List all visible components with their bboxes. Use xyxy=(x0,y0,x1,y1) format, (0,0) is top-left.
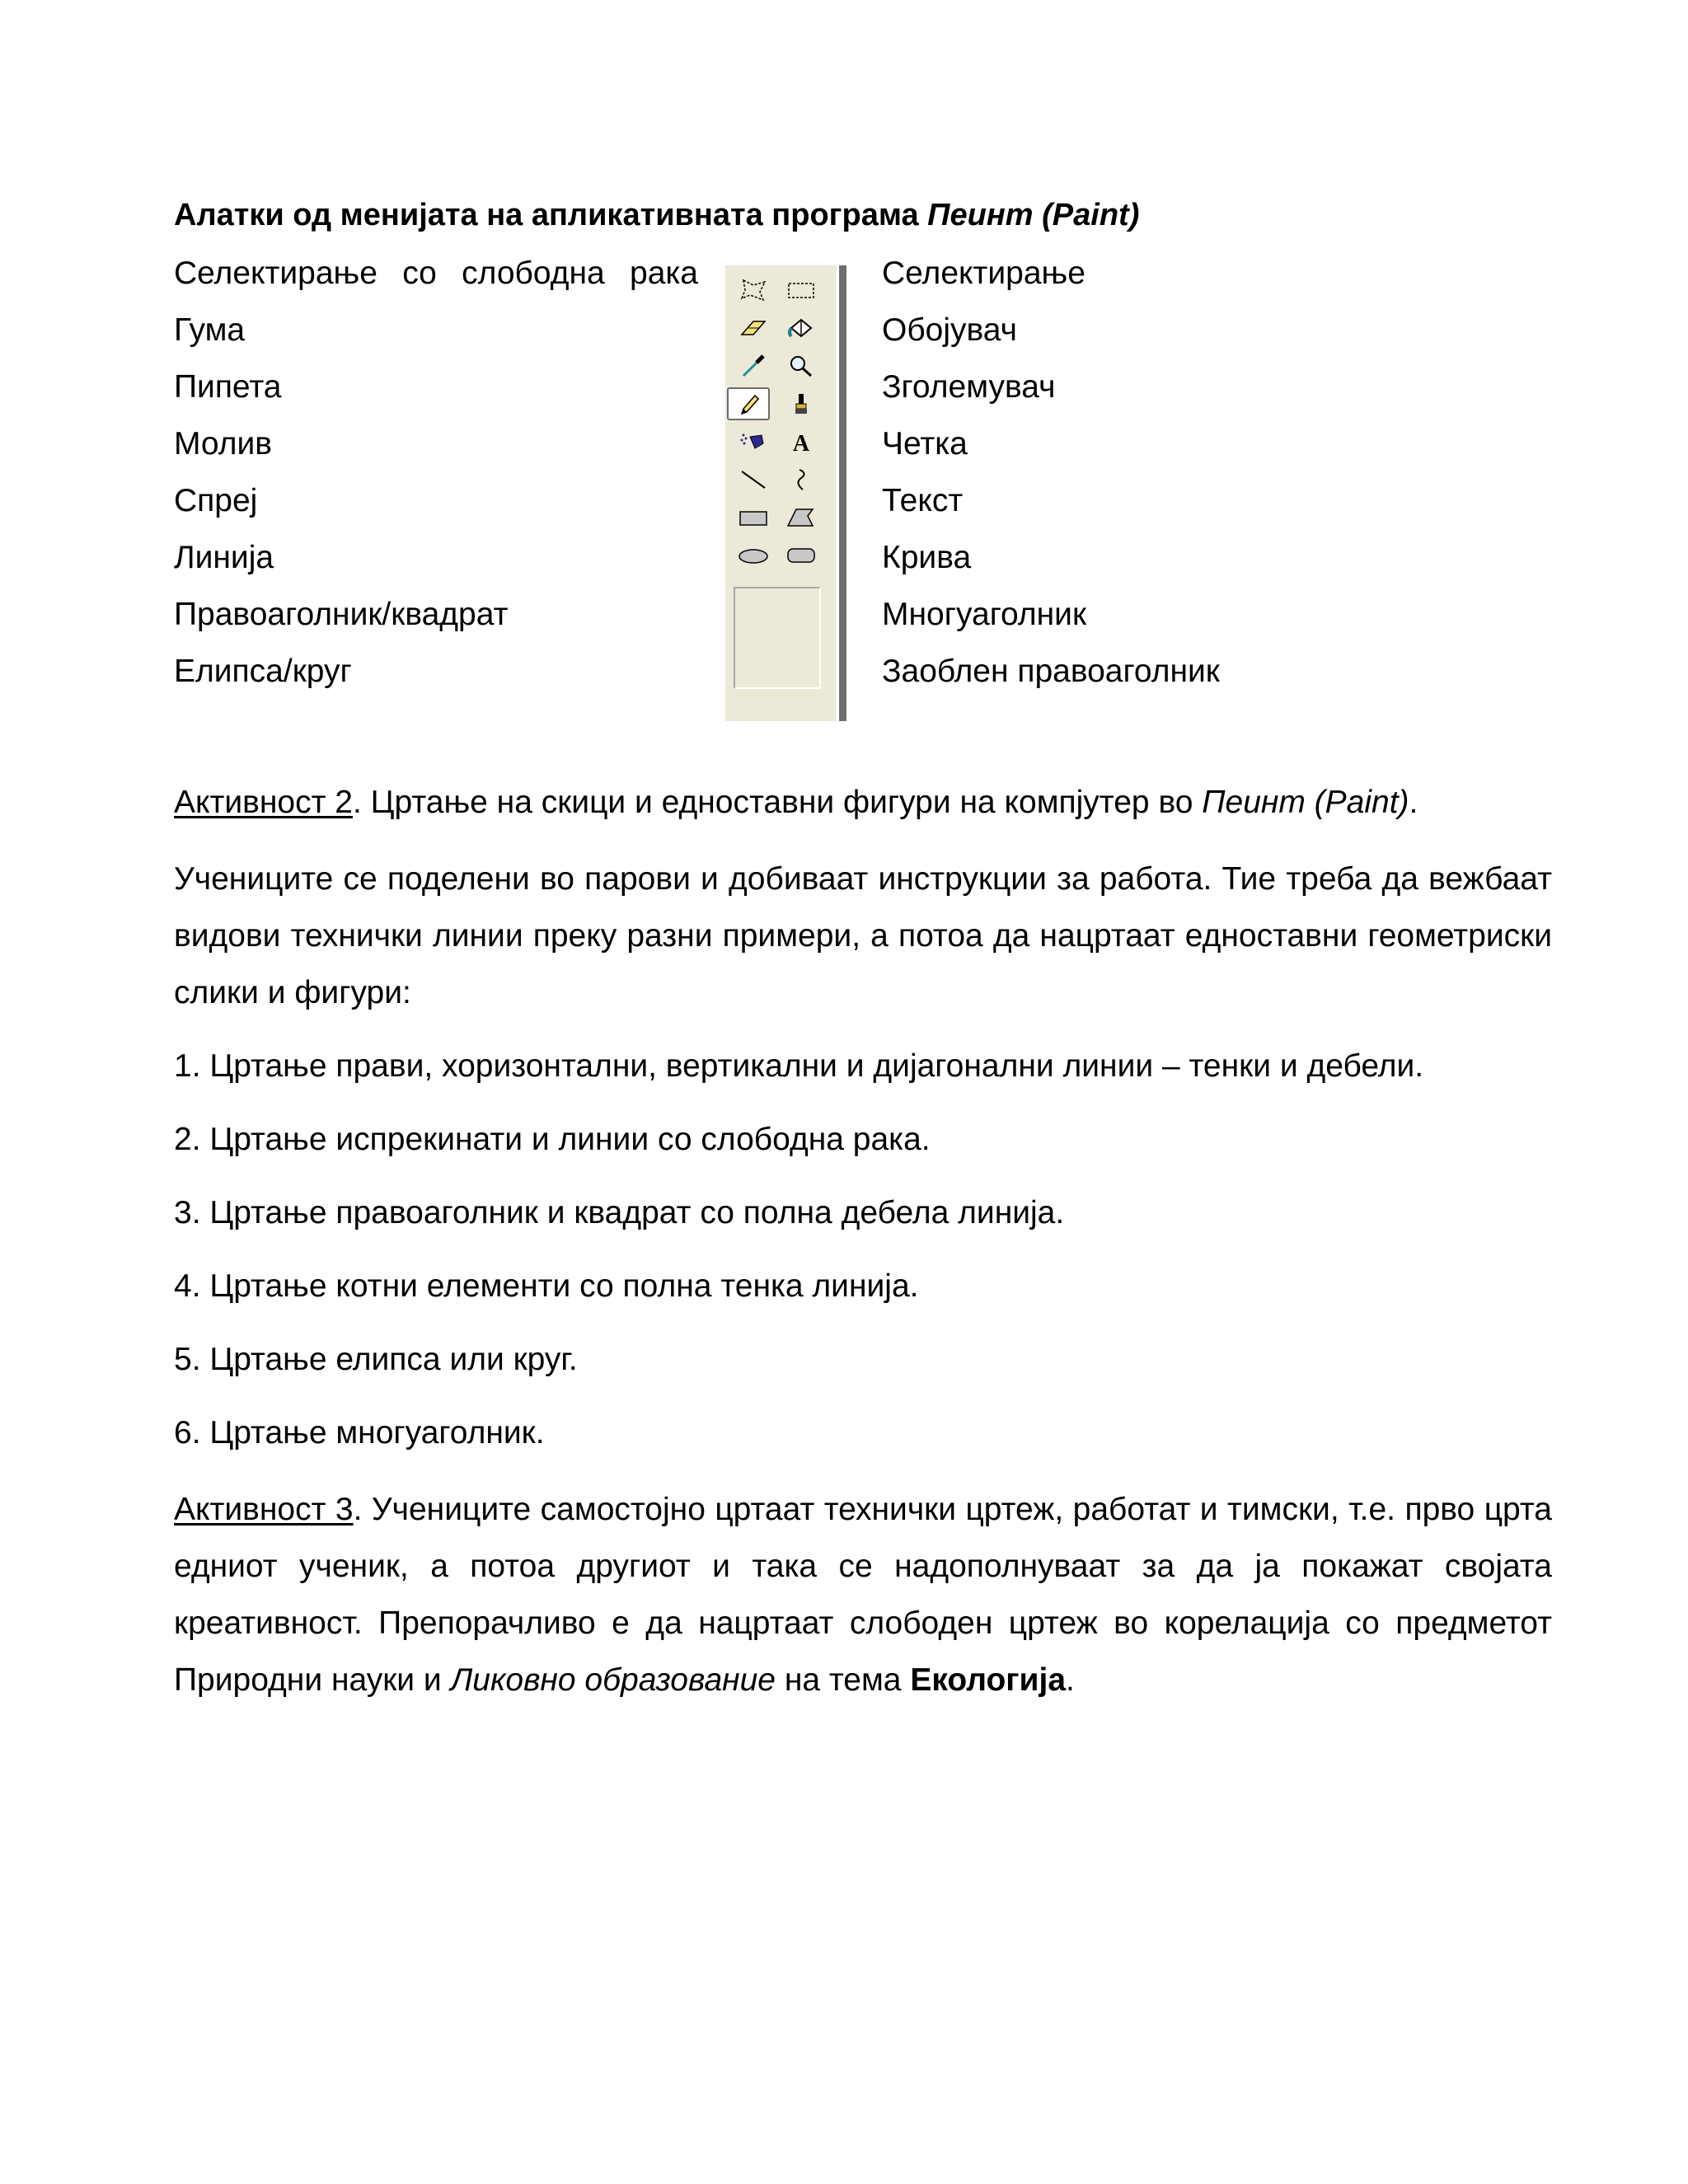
text-tool-glyph: A xyxy=(792,431,810,455)
label-eraser: Гума xyxy=(174,312,246,348)
label-line: Линија xyxy=(174,540,274,575)
activity3-paragraph xyxy=(174,1481,1552,1708)
task-5: 5. Цртање елипса или круг. xyxy=(174,1342,578,1377)
activity2-end: . xyxy=(1409,785,1418,820)
label-airbrush: Спреј xyxy=(174,483,258,518)
pencil-icon[interactable] xyxy=(727,387,770,420)
curve-icon[interactable] xyxy=(780,463,823,496)
task-4: 4. Цртање котни елементи со полна тенка линија. xyxy=(174,1268,919,1304)
label-magnifier: Зголемувач xyxy=(882,369,1056,405)
label-rounded-rect: Заоблен правоаголник xyxy=(882,654,1220,689)
rect-select-icon[interactable] xyxy=(780,274,823,307)
label-color-picker: Пипета xyxy=(174,369,282,405)
label-text: Текст xyxy=(882,483,964,518)
airbrush-icon[interactable] xyxy=(732,425,775,458)
rounded-rect-icon[interactable] xyxy=(780,539,823,572)
activity2-italic: Пеинт (Paint) xyxy=(1202,785,1409,820)
line-icon[interactable] xyxy=(732,463,775,496)
task-3: 3. Цртање правоаголник и квадрат со полна дебела линија. xyxy=(174,1195,1065,1230)
label-ellipse: Елипса/круг xyxy=(174,654,352,689)
title-italic: Пеинт (Paint) xyxy=(927,198,1140,232)
color-picker-icon[interactable] xyxy=(732,349,775,382)
activity3-label: Активност 3 xyxy=(174,1492,354,1527)
page-title xyxy=(174,198,1139,233)
fill-bucket-icon[interactable] xyxy=(780,312,823,344)
activity3-text: . Учениците самостојно цртаат технички цртеж, работат и тимски, т.е. прво црта едниот ученик, а потоа другиот и така се надополнуваат за да ја покажат својата креативност. Препорачливо е да нацртаат слободен цртеж во корелација со предметот Природни науки и xyxy=(174,1492,1552,1698)
word: рака xyxy=(630,255,698,291)
word: Селектирање xyxy=(174,255,377,291)
title-text: Алатки од менијата на апликативната програма xyxy=(174,198,928,232)
activity3-italic: Ликовно образование xyxy=(450,1662,776,1698)
label-brush: Четка xyxy=(882,426,968,462)
word: со xyxy=(402,255,437,291)
label-select: Селектирање xyxy=(882,255,1085,291)
magnifier-icon[interactable] xyxy=(780,349,823,382)
activity2-heading xyxy=(174,785,1418,821)
word: слободна xyxy=(462,255,605,291)
task-6: 6. Цртање многуаголник. xyxy=(174,1415,545,1451)
activity3-mid: на тема xyxy=(775,1662,911,1698)
task-1: 1. Цртање прави, хоризонтални, вертикални и дијагонални линии – тенки и дебели. xyxy=(174,1048,1424,1084)
text-icon[interactable] xyxy=(780,425,823,458)
activity2-label: Активност 2 xyxy=(174,785,353,820)
label-rectangle: Правоаголник/квадрат xyxy=(174,597,509,632)
tool-options-box[interactable] xyxy=(734,587,821,689)
label-free-select xyxy=(174,255,698,293)
label-pencil: Молив xyxy=(174,426,273,462)
intro-paragraph: Учениците се поделени во парови и добиваат инструкции за работа. Тие треба да вежбаат видови технички линии преку разни примери, а потоа да нацртаат едноставни геометриски слики и фигури: xyxy=(174,861,1552,1010)
task-2: 2. Цртање испрекинати и линии со слободна рака. xyxy=(174,1122,931,1157)
activity3-bold: Екологија xyxy=(910,1662,1067,1698)
label-polygon: Многуаголник xyxy=(882,597,1087,632)
paint-toolbox xyxy=(725,265,846,721)
activity3-end: . xyxy=(1066,1662,1075,1698)
rectangle-icon[interactable] xyxy=(732,501,775,534)
label-fill: Обојувач xyxy=(882,312,1017,348)
polygon-icon[interactable] xyxy=(780,501,823,534)
ellipse-icon[interactable] xyxy=(732,539,775,572)
eraser-icon[interactable] xyxy=(732,312,775,344)
brush-icon[interactable] xyxy=(780,387,823,420)
activity2-text: . Цртање на скици и едноставни фигури на компјутер во xyxy=(353,785,1203,820)
free-select-icon[interactable] xyxy=(732,274,775,307)
label-curve: Крива xyxy=(882,540,972,575)
